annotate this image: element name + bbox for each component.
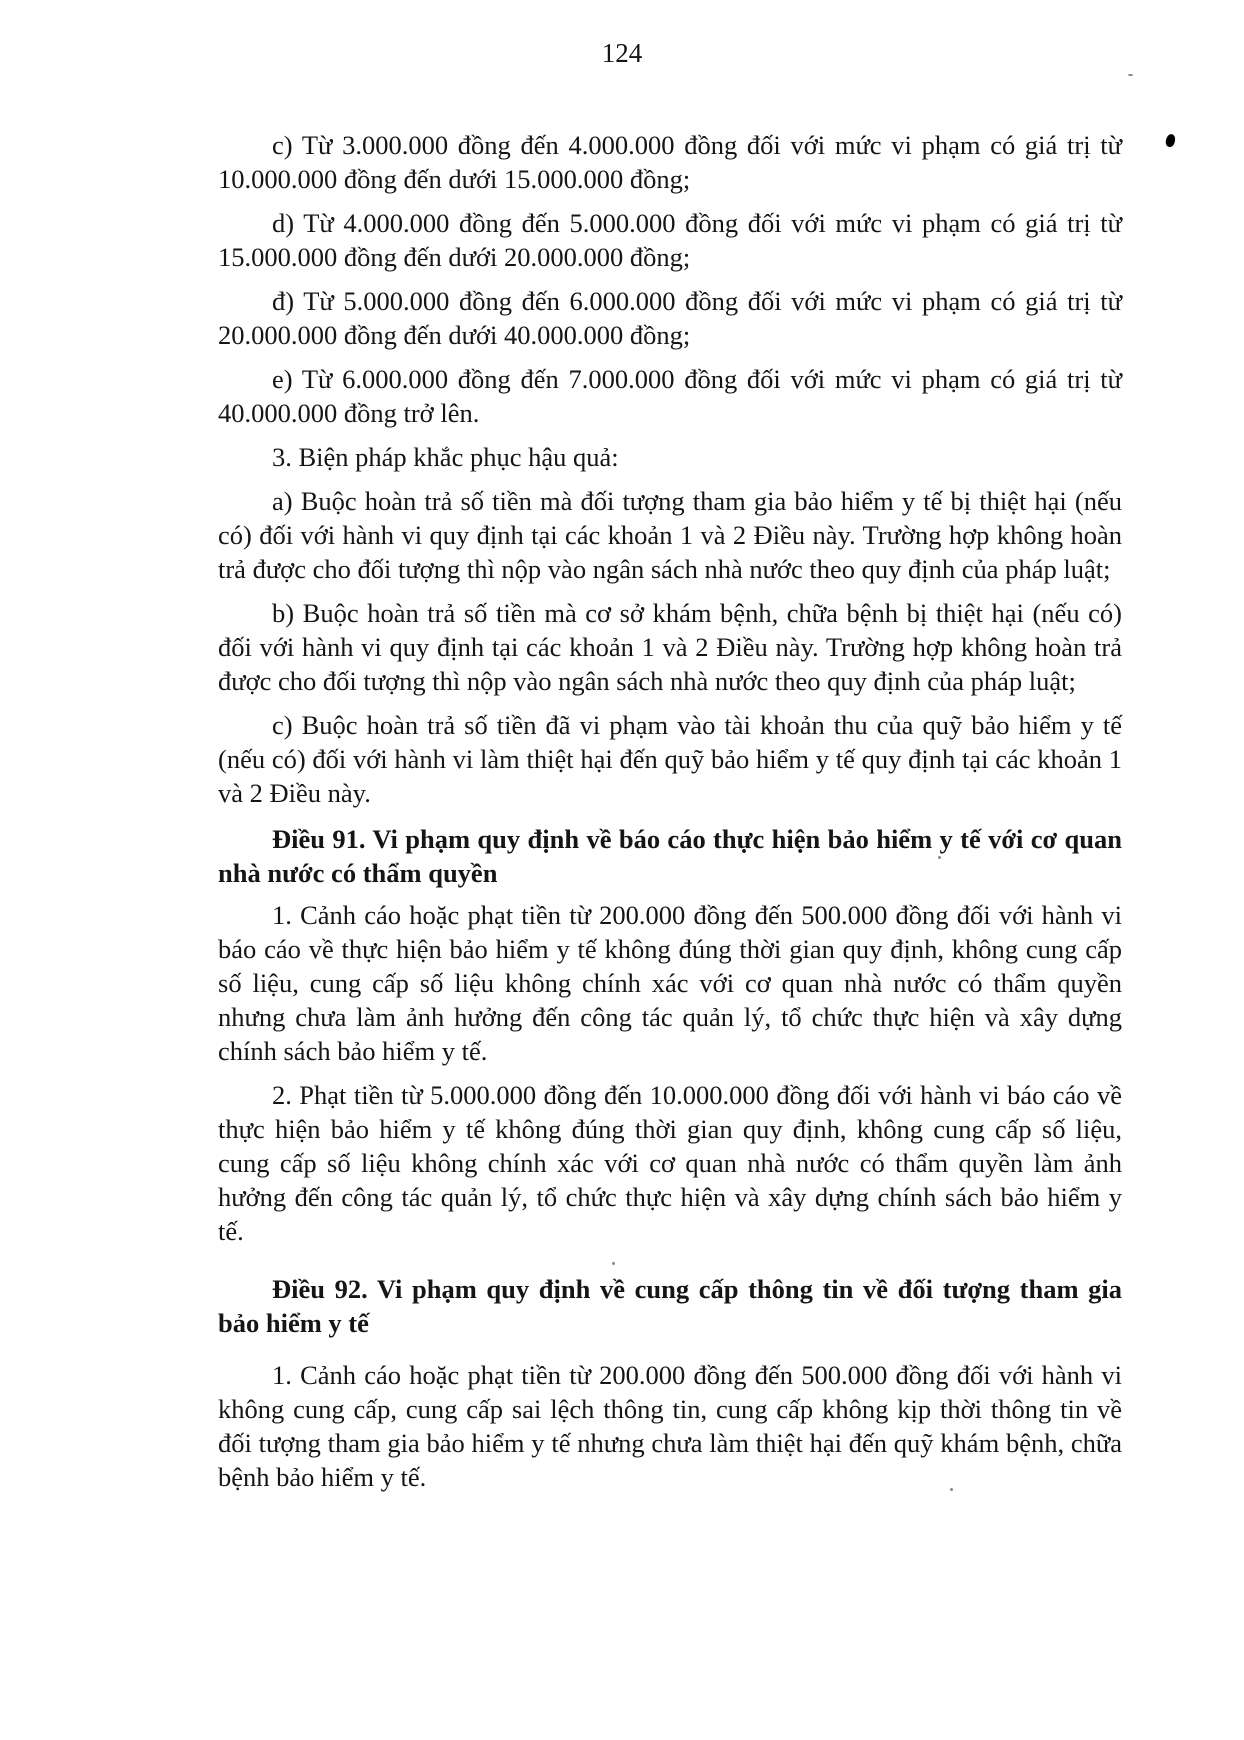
article-92-clause-1: 1. Cảnh cáo hoặc phạt tiền từ 200.000 đồng đến 500.000 đồng đối với hành vi không cung cấp, cung cấp sai lệch thông tin, cung cấp không kịp thời thông tin về đối tượng tham gia bảo hiểm y tế nhưng chưa làm thiệt hại đến quỹ khám bệnh, chữa bệnh bảo hiểm y tế. bbox=[218, 1360, 1122, 1492]
document-body bbox=[218, 128, 1122, 1504]
clause-dd-fine: đ) Từ 5.000.000 đồng đến 6.000.000 đồng đối với mức vi phạm có giá trị từ 20.000.000 đồng đến dưới 40.000.000 đồng; bbox=[218, 286, 1122, 350]
margin-ink-mark bbox=[1165, 133, 1177, 148]
article-91-heading: Điều 91. Vi phạm quy định về báo cáo thực hiện bảo hiểm y tế với cơ quan nhà nước có thẩm quyền bbox=[218, 824, 1122, 888]
page-number: 124 bbox=[601, 38, 643, 68]
article-91-clause-1: 1. Cảnh cáo hoặc phạt tiền từ 200.000 đồng đến 500.000 đồng đối với hành vi báo cáo về thực hiện bảo hiểm y tế không đúng thời gian quy định, không cung cấp số liệu, cung cấp số liệu không chính xác với cơ quan nhà nước có thẩm quyền nhưng chưa làm ảnh hưởng đến công tác quản lý, tổ chức thực hiện và xây dựng chính sách bảo hiểm y tế. bbox=[218, 900, 1122, 1066]
remedial-measure-c: c) Buộc hoàn trả số tiền đã vi phạm vào tài khoản thu của quỹ bảo hiểm y tế (nếu có) đối với hành vi làm thiệt hại đến quỹ bảo hiểm y tế quy định tại các khoản 1 và 2 Điều này. bbox=[218, 710, 1122, 808]
clause-d-fine: d) Từ 4.000.000 đồng đến 5.000.000 đồng đối với mức vi phạm có giá trị từ 15.000.000 đồng đến dưới 20.000.000 đồng; bbox=[218, 208, 1122, 272]
remedial-measure-b: b) Buộc hoàn trả số tiền mà cơ sở khám bệnh, chữa bệnh bị thiệt hại (nếu có) đối với hành vi quy định tại các khoản 1 và 2 Điều này. Trường hợp không hoàn trả được cho đối tượng thì nộp vào ngân sách nhà nước theo quy định của pháp luật; bbox=[218, 598, 1122, 696]
remedial-measure-a: a) Buộc hoàn trả số tiền mà đối tượng tham gia bảo hiểm y tế bị thiệt hại (nếu có) đối với hành vi quy định tại các khoản 1 và 2 Điều này. Trường hợp không hoàn trả được cho đối tượng thì nộp vào ngân sách nhà nước theo quy định của pháp luật; bbox=[218, 486, 1122, 584]
scan-speck bbox=[1128, 74, 1133, 76]
article-91-clause-2: 2. Phạt tiền từ 5.000.000 đồng đến 10.000.000 đồng đối với hành vi báo cáo về thực hiện bảo hiểm y tế không đúng thời gian quy định, không cung cấp số liệu, cung cấp số liệu không chính xác với cơ quan nhà nước có thẩm quyền làm ảnh hưởng đến công tác quản lý, tổ chức thực hiện và xây dựng chính sách bảo hiểm y tế. bbox=[218, 1080, 1122, 1246]
clause-e-fine: e) Từ 6.000.000 đồng đến 7.000.000 đồng đối với mức vi phạm có giá trị từ 40.000.000 đồng trở lên. bbox=[218, 364, 1122, 428]
clause-c-fine: c) Từ 3.000.000 đồng đến 4.000.000 đồng đối với mức vi phạm có giá trị từ 10.000.000 đồng đến dưới 15.000.000 đồng; bbox=[218, 130, 1122, 194]
remedial-measures-heading: 3. Biện pháp khắc phục hậu quả: bbox=[272, 442, 619, 472]
article-92-heading: Điều 92. Vi phạm quy định về cung cấp thông tin về đối tượng tham gia bảo hiểm y tế bbox=[218, 1274, 1122, 1338]
